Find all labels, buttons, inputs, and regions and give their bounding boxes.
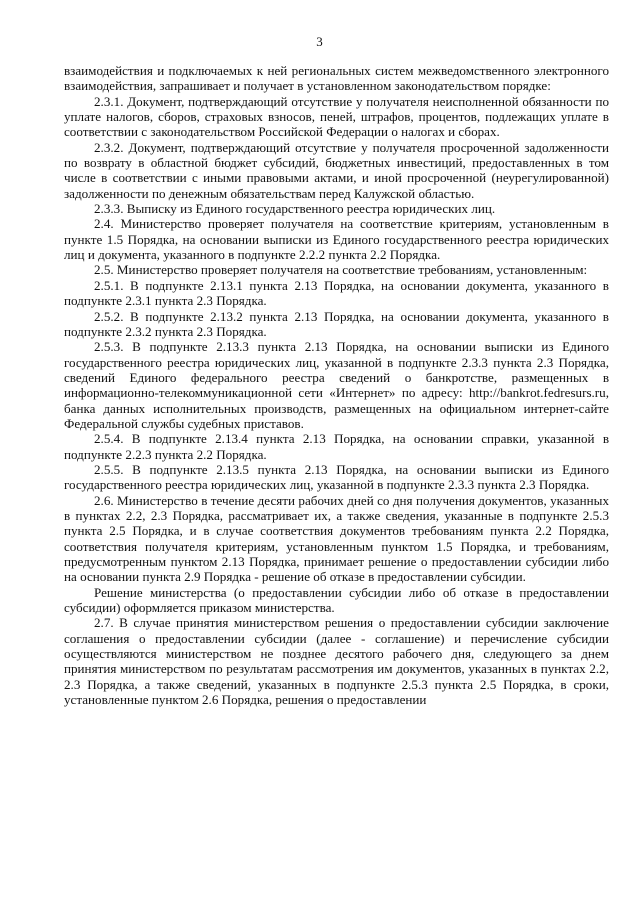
paragraph: 2.7. В случае принятия министерством решения о предоставлении субсидии заключение соглашения о предоставлении субсидии (далее - соглашение) и перечисление субсидии осуществляются министерством не позднее десятого рабочего дня, следующего за днем принятия министерством по результатам рассмотрения им документов, указанных в пунктах 2.2, 2.3 Порядка, а также сведений, указанных в подпункте 2.5.3 пункта 2.5 Порядка, в сроки, установленные пунктом 2.6 Порядка, решения о предоставлении xyxy=(64,615,609,708)
paragraph: 2.3.3. Выписку из Единого государственного реестра юридических лиц. xyxy=(94,201,496,217)
paragraph: 2.5.4. В подпункте 2.13.4 пункта 2.13 Порядка, на основании справки, указанной в подпункте 2.2.3 пункта 2.2 Порядка. xyxy=(64,431,609,462)
paragraph: взаимодействия и подключаемых к ней региональных систем межведомственного электронного взаимодействия, запрашивает и получает в установленном законодательством порядке: xyxy=(64,63,609,94)
document-body xyxy=(64,63,609,707)
paragraph: 2.5.1. В подпункте 2.13.1 пункта 2.13 Порядка, на основании документа, указанного в подпункте 2.3.1 пункта 2.3 Порядка. xyxy=(64,277,609,309)
paragraph: 2.5.5. В подпункте 2.13.5 пункта 2.13 Порядка, на основании выписки из Единого государственного реестра юридических лиц, указанной в подпункте 2.3.3 пункта 2.3 Порядка. xyxy=(64,461,609,493)
paragraph: 2.4. Министерство проверяет получателя на соответствие критериям, установленным в пункте 1.5 Порядка, на основании выписки из Единого государственного реестра юридических лиц и документа, указанного в подпункте 2.2.2 пункта 2.2 Порядка. xyxy=(64,216,609,263)
paragraph: Решение министерства (о предоставлении субсидии либо об отказе в предоставлении субсидии) оформляется приказом министерства. xyxy=(64,584,609,616)
paragraph: 2.5.2. В подпункте 2.13.2 пункта 2.13 Порядка, на основании документа, указанного в подпункте 2.3.2 пункта 2.3 Порядка. xyxy=(64,308,609,339)
paragraph: 2.3.1. Документ, подтверждающий отсутствие у получателя неисполненной обязанности по уплате налогов, сборов, страховых взносов, пеней, штрафов, процентов, подлежащих уплате в соответствии с законодательством Российской Федерации о налогах и сборах. xyxy=(64,93,609,140)
paragraph: 2.5. Министерство проверяет получателя на соответствие требованиям, установленным: xyxy=(94,262,588,278)
page-number: 3 xyxy=(316,34,323,49)
paragraph: 2.5.3. В подпункте 2.13.3 пункта 2.13 Порядка, на основании выписки из Единого государственного реестра юридических лиц, указанной в подпункте 2.3.3 пункта 2.3 Порядка, сведений Единого федерального реестра сведений о банкротстве, размещенных в информационно-телекоммуникационной сети «Интернет» по адресу: http://bankrot.fedresurs.ru, банка данных исполнительных производств, размещенных на официальном интернет-сайте Федеральной службы судебных приставов. xyxy=(64,339,609,431)
paragraph: 2.3.2. Документ, подтверждающий отсутствие у получателя просроченной задолженности по возврату в областной бюджет субсидий, бюджетных инвестиций, предоставленных в том числе в соответствии с иными правовыми актами, и иной просроченной (неурегулированной) задолженности по денежным обязательствам перед Калужской областью. xyxy=(64,139,609,201)
paragraph: 2.6. Министерство в течение десяти рабочих дней со дня получения документов, указанных в пунктах 2.2, 2.3 Порядка, рассматривает их, а также сведения, указанные в подпункте 2.5.3 пункта 2.5 Порядка, и в случае соответствия документов требованиям пункта 2.2 Порядка, соответствия получателя критериям, установленным пунктом 1.5 Порядка, и требованиям, предусмотренным пунктом 2.13 Порядка, принимает решение о предоставлении субсидии либо на основании пункта 2.9 Порядка - решение об отказе в предоставлении субсидии. xyxy=(64,492,609,585)
